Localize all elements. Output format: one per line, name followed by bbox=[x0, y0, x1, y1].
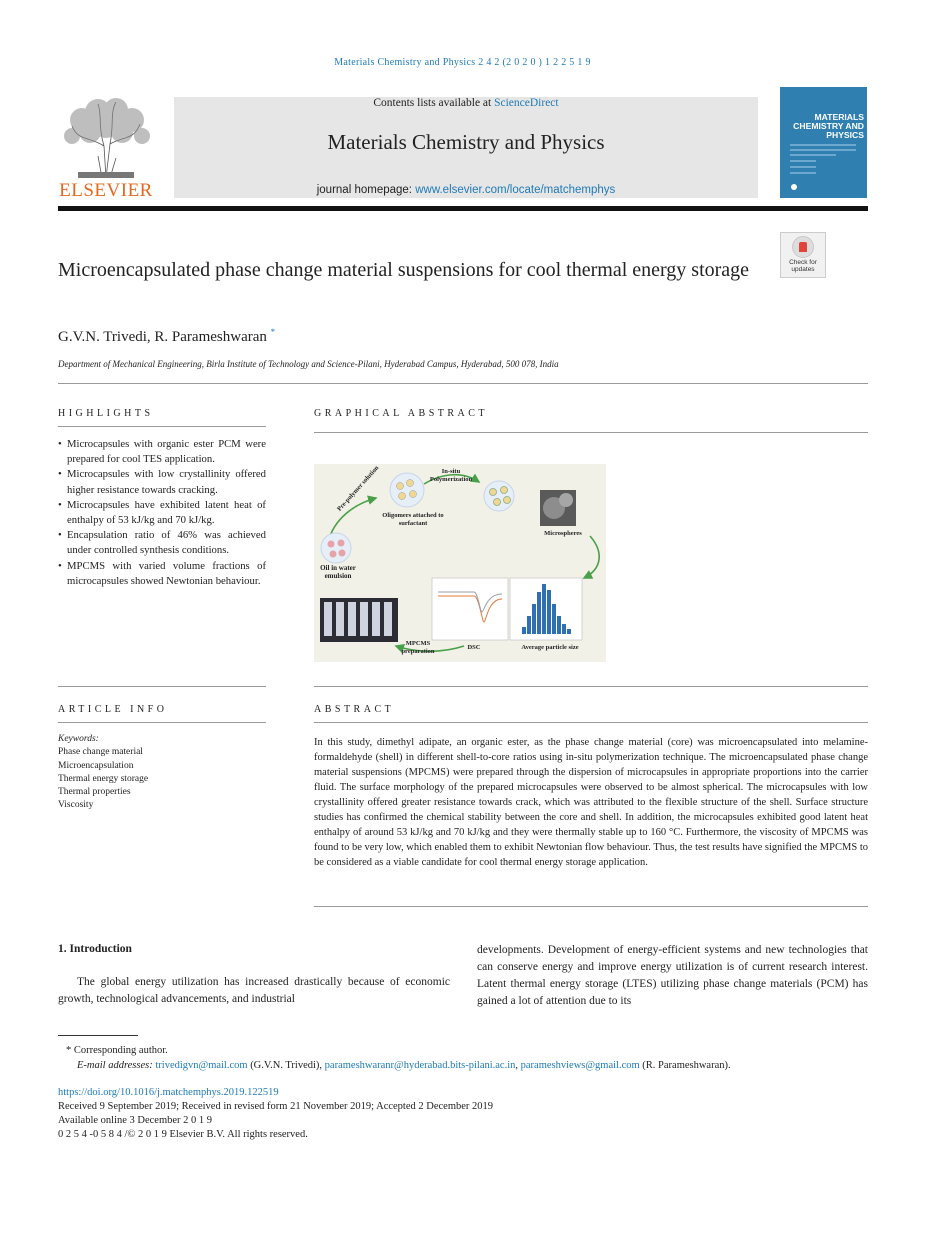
available-online: Available online 3 December 2 0 1 9 bbox=[58, 1115, 213, 1126]
journal-citation[interactable]: Materials Chemistry and Physics 2 4 2 (2 0 2 0 ) 1 2 2 5 1 9 bbox=[334, 57, 591, 68]
divider bbox=[314, 906, 868, 907]
intro-paragraph-right: developments. Development of energy-efficient systems and new technologies that can conserve energy and improve energy utilization is of current research interest. Latent thermal energy storage (LTES) utilizing phase change materials (PCM) has gained a lot of attention due to its bbox=[477, 944, 868, 1007]
footnote-rule bbox=[58, 1035, 138, 1036]
keyword-item: Viscosity bbox=[58, 800, 94, 811]
keyword-item: Phase change material bbox=[58, 747, 143, 758]
divider bbox=[314, 432, 868, 433]
check-for-updates-badge[interactable] bbox=[780, 232, 826, 278]
highlight-item: • Microcapsules with low crystallinity offered higher resistance towards cracking. bbox=[58, 467, 266, 497]
author-line bbox=[58, 327, 275, 346]
highlight-item: • Microcapsules with organic ester PCM were prepared for cool TES application. bbox=[58, 437, 266, 467]
email-label: E-mail addresses: bbox=[77, 1059, 153, 1071]
divider bbox=[58, 426, 266, 427]
ga-label-oil-in-water: Oil in water emulsion bbox=[320, 564, 356, 580]
authors: G.V.N. Trivedi, R. Parameshwaran bbox=[58, 329, 267, 345]
footnote-marker: * bbox=[66, 1045, 72, 1056]
ga-label-microspheres: Microspheres bbox=[544, 530, 582, 537]
footnote bbox=[58, 1044, 731, 1073]
homepage-prefix: journal homepage: bbox=[316, 184, 416, 196]
doi-link[interactable]: https://doi.org/10.1016/j.matchemphys.2019.122519 bbox=[58, 1087, 279, 1098]
keyword-item: Microencapsulation bbox=[58, 760, 134, 771]
ga-label-dsc: DSC bbox=[467, 644, 481, 651]
keyword-item: Thermal properties bbox=[58, 787, 131, 798]
cover-title: MATERIALS CHEMISTRY AND PHYSICS bbox=[793, 112, 864, 140]
highlights-list bbox=[58, 437, 266, 589]
ga-label-average-size: Average particle size bbox=[521, 644, 579, 651]
contents-line bbox=[174, 97, 758, 109]
contents-prefix: Contents lists available at bbox=[373, 97, 495, 109]
ga-label-in-situ: In-situ Polymerization bbox=[429, 468, 473, 483]
email-link[interactable]: parameshviews@gmail.com bbox=[520, 1059, 640, 1071]
article-meta bbox=[58, 1086, 493, 1142]
article-info-heading: ARTICLE INFO bbox=[58, 704, 168, 715]
keywords-label: Keywords: bbox=[58, 734, 99, 744]
graphical-abstract-heading: GRAPHICAL ABSTRACT bbox=[314, 408, 489, 419]
highlight-item: • Encapsulation ratio of 46% was achieved under controlled synthesis conditions. bbox=[58, 528, 266, 558]
corresponding-line bbox=[58, 1044, 731, 1059]
corresponding-author-mark[interactable]: * bbox=[270, 327, 276, 337]
abstract-heading: ABSTRACT bbox=[314, 704, 395, 715]
section-heading-introduction: 1. Introduction bbox=[58, 943, 132, 955]
email-link[interactable]: parameshwaranr@hyderabad.bits-pilani.ac.in bbox=[324, 1059, 516, 1071]
ga-label-mpcms: MPCMS preparation bbox=[401, 640, 435, 655]
homepage-link[interactable]: www.elsevier.com/locate/matchemphys bbox=[415, 184, 616, 196]
elsevier-wordmark: ELSEVIER bbox=[59, 180, 153, 201]
copyright-line: 0 2 5 4 -0 5 8 4 /© 2 0 1 9 Elsevier B.V. All rights reserved. bbox=[58, 1129, 308, 1140]
keywords-block bbox=[58, 733, 148, 813]
graphical-abstract-figure[interactable] bbox=[314, 464, 606, 662]
divider bbox=[58, 722, 266, 723]
crossmark-label: Check for updates bbox=[789, 259, 817, 273]
email-line bbox=[58, 1059, 731, 1074]
ga-label-pre-polymer: Pre-polymer solution bbox=[336, 464, 381, 513]
highlights-heading: HIGHLIGHTS bbox=[58, 408, 154, 419]
email-separator: , bbox=[515, 1059, 519, 1071]
abstract-text: In this study, dimethyl adipate, an organic ester, as the phase change material (core) was microencapsulated into melamine-formaldehyde (shell) in different shell-to-core ratios using in-situ polymerization technique. The microencapsulated phase change material suspensions (MPCMS) were prepared through the dispersion of microcapsules in appropriate proportions into the carrier fluid. The surface morphology of the prepared microcapsules were observed to be almost spherical. The microcapsules with low crystallinity offered greater resistance towards crack, which was attributed to the flexible structure of the shell. Surface structure studies has confirmed the chemical stability between the core and shell. In addition, the microcapsules exhibited good latent heat enthalpy of around 53 kJ/kg and 70 kJ/kg and they were thermally stable up to 160 °C. Furthermore, the viscosity of MPCMS was found to be very low, which enabled them to exhibit Newtonian flow behaviour. Thus, the test results have signified the MPCMS to be considered as a viable candidate for cool thermal energy storage application. bbox=[314, 737, 868, 868]
divider bbox=[58, 686, 266, 687]
divider bbox=[314, 686, 868, 687]
email-owner: (G.V.N. Trivedi), bbox=[250, 1059, 323, 1071]
article-title: Microencapsulated phase change material suspensions for cool thermal energy storage bbox=[58, 259, 750, 281]
divider bbox=[314, 722, 868, 723]
highlight-item: • MPCMS with varied volume fractions of microcapsules showed Newtonian behaviour. bbox=[58, 559, 266, 589]
highlight-item: • Microcapsules have exhibited latent heat of enthalpy of 53 kJ/kg and 70 kJ/kg. bbox=[58, 498, 266, 528]
received-dates: Received 9 September 2019; Received in revised form 21 November 2019; Accepted 2 December 2019 bbox=[58, 1101, 494, 1112]
affiliation: Department of Mechanical Engineering, Birla Institute of Technology and Science-Pilani, Hyderabad Campus, Hyderabad, 500 078, India bbox=[58, 359, 559, 369]
ga-label-oligomers: Oligomers attached to surfactant bbox=[382, 512, 444, 527]
keyword-item: Thermal energy storage bbox=[58, 773, 149, 784]
journal-name: Materials Chemistry and Physics bbox=[327, 130, 605, 154]
intro-paragraph-left: The global energy utilization has increased drastically because of economic growth, technological advancements, and industrial bbox=[58, 976, 450, 1005]
divider bbox=[58, 383, 868, 384]
homepage-line bbox=[174, 184, 758, 196]
journal-cover-thumbnail[interactable] bbox=[780, 87, 867, 198]
header-rule bbox=[58, 206, 868, 211]
crossmark-icon bbox=[792, 236, 814, 258]
email-link[interactable]: trivedigvn@mail.com bbox=[155, 1059, 248, 1071]
email-owner: (R. Parameshwaran). bbox=[642, 1059, 731, 1071]
corresponding-label: Corresponding author. bbox=[73, 1045, 168, 1056]
sciencedirect-link[interactable]: ScienceDirect bbox=[494, 97, 559, 109]
